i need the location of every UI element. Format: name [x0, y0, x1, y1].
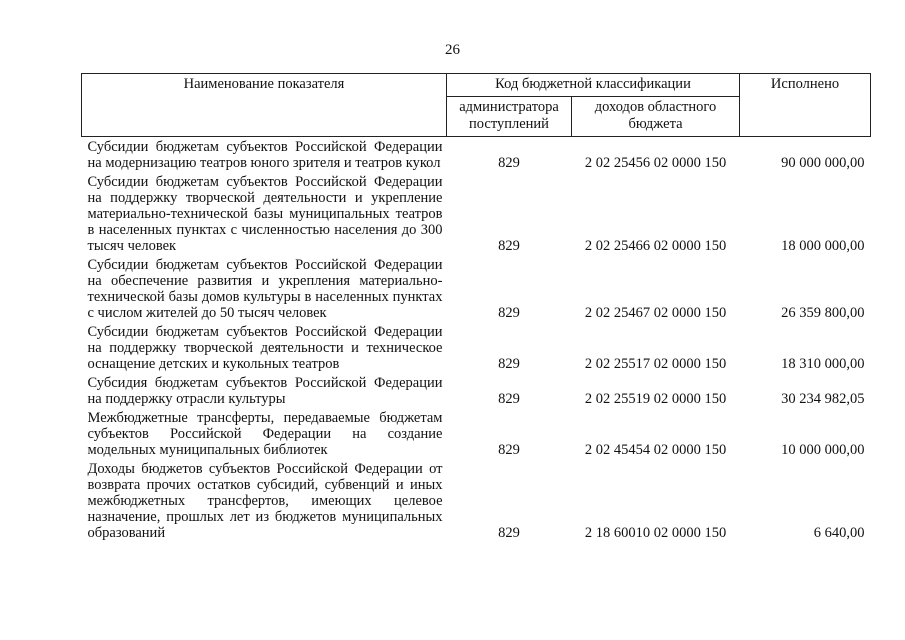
row-admin-cell: 829	[498, 305, 520, 321]
header-code-group: Код бюджетной классификации	[447, 74, 740, 97]
row-amount-cell: 30 234 982,05	[781, 391, 865, 407]
header-name: Наименование показателя	[82, 74, 447, 137]
row-admin-cell: 829	[498, 391, 520, 407]
row-code-cell: 2 18 60010 02 0000 150	[584, 525, 727, 541]
row-code-cell: 2 02 25519 02 0000 150	[584, 391, 727, 407]
row-name-cell: Субсидии бюджетам субъектов Российской Федерации на поддержку творческой деятельности и техническое оснащение детских и кукольных театров	[87, 324, 443, 372]
row-code-cell: 2 02 25466 02 0000 150	[584, 238, 727, 254]
table-row	[82, 373, 871, 408]
header-admin: администратора поступлений	[447, 96, 572, 136]
row-name-cell: Межбюджетные трансферты, передаваемые бюджетам субъектов Российской Федерации на создание модельных муниципальных библиотек	[87, 410, 443, 458]
row-code-cell: 2 02 25467 02 0000 150	[584, 305, 727, 321]
row-name-cell: Субсидия бюджетам субъектов Российской Федерации на поддержку отрасли культуры	[87, 375, 443, 407]
table-header-row	[82, 74, 871, 97]
row-name-cell: Субсидии бюджетам субъектов Российской Федерации на обеспечение развития и укрепления материально-технической базы домов культуры в населенных пунктах с числом жителей до 50 тысяч человек	[87, 257, 443, 321]
row-admin-cell: 829	[498, 238, 520, 254]
row-amount-cell: 18 310 000,00	[781, 356, 865, 372]
row-amount-cell: 6 640,00	[813, 525, 865, 541]
page-number: 26	[445, 42, 460, 58]
row-name-cell: Субсидии бюджетам субъектов Российской Федерации на поддержку творческой деятельности и укрепление материально-технической базы муниципальных театров в населенных пунктах с численностью населения до 300 тысяч человек	[87, 174, 443, 254]
row-amount-cell: 26 359 800,00	[781, 305, 865, 321]
table-row	[82, 408, 871, 459]
row-code-cell: 2 02 25456 02 0000 150	[584, 155, 727, 171]
row-code-cell: 2 02 45454 02 0000 150	[584, 442, 727, 458]
budget-revenue-table	[81, 73, 871, 542]
header-income: доходов областного бюджета	[572, 96, 740, 136]
header-executed: Исполнено	[740, 74, 871, 137]
row-admin-cell: 829	[498, 442, 520, 458]
table-row	[82, 459, 871, 542]
row-amount-cell: 18 000 000,00	[781, 238, 865, 254]
row-admin-cell: 829	[498, 356, 520, 372]
table-row	[82, 322, 871, 373]
row-amount-cell: 10 000 000,00	[781, 442, 865, 458]
row-name-cell: Доходы бюджетов субъектов Российской Федерации от возврата прочих остатков субсидий, субвенций и иных межбюджетных трансфертов, имеющих целевое назначение, прошлых лет из бюджетов муниципальных образований	[87, 461, 443, 541]
row-code-cell: 2 02 25517 02 0000 150	[584, 356, 727, 372]
table-row	[82, 137, 871, 173]
table-body	[82, 137, 871, 543]
row-admin-cell: 829	[498, 525, 520, 541]
row-admin-cell: 829	[498, 155, 520, 171]
row-amount-cell: 90 000 000,00	[781, 155, 865, 171]
table-row	[82, 255, 871, 322]
row-name-cell: Субсидии бюджетам субъектов Российской Федерации на модернизацию театров юного зрителя и театров кукол	[87, 139, 443, 171]
table-row	[82, 172, 871, 255]
